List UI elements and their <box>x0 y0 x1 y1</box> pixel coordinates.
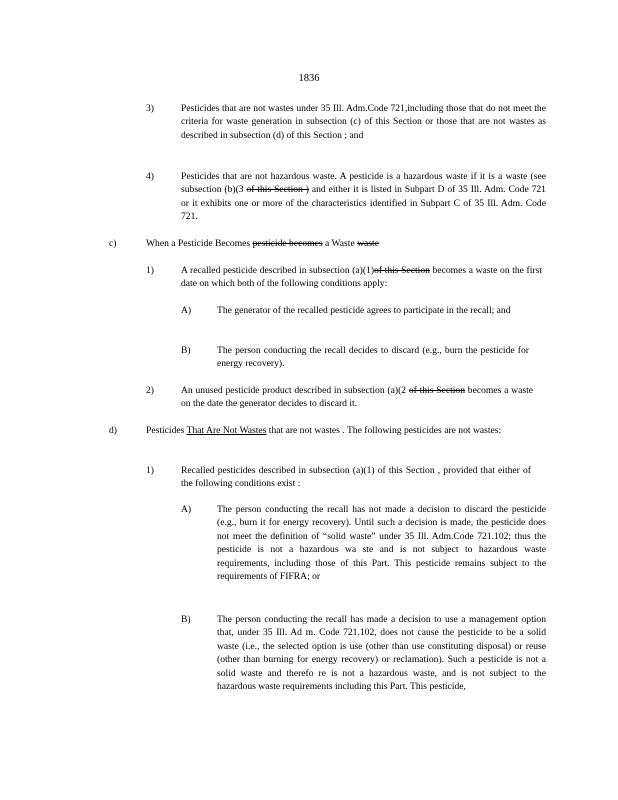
item-3-text: Pesticides that are not wastes under 35 Ill. Adm.Code 721,including those that do not meet the criteria for waste generation in subsection (c) of this Section or those that are not wastes as described in subsection (d) of this Section ; and <box>181 103 546 141</box>
subsection-d-text-part1: Pesticides <box>146 425 187 436</box>
subsection-c-text-part1: When a Pesticide Becomes <box>146 238 253 249</box>
subsection-d-text <box>146 424 546 437</box>
c2-text-part1: An unused pesticide product described in subsection (a)(2 <box>181 385 409 396</box>
c1-text-part2: becomes a waste on the first date on which both of the following conditions apply: <box>181 265 542 290</box>
subsection-d-inserted-text: That Are Not Wastes <box>186 425 267 436</box>
c2-label: 2) <box>146 385 154 396</box>
subsection-c-heading <box>146 237 546 250</box>
subsection-c-deleted-2: waste <box>357 238 379 249</box>
d1A-text: The person conducting the recall has not made a decision to discard the pesticide (e.g., burn it for energy recovery). Until such a decision is made, the pesticide does not meet the definition of “solid waste” under 35 Ill. Adm.Code 721.102; thus the pesticide is not a hazardous wa ste and is not subject to hazardous waste requirements, including those of this Part. This pesticide remains subject to the requirements of FIFRA; or <box>217 504 546 583</box>
c1-label: 1) <box>146 265 154 276</box>
c1-text-part1: A recalled pesticide described in subsection (a)(1) <box>181 265 375 276</box>
d1A-label: A) <box>181 504 192 515</box>
d1-text: Recalled pesticides described in subsection (a)(1) of this Section , provided that either of the following conditions exist : <box>181 465 531 490</box>
c1-deleted-text: of this Section <box>374 265 430 276</box>
item-4-deleted-text: of this Section ) <box>246 184 309 196</box>
c1A-text: The generator of the recalled pesticide agrees to participate in the recall; and <box>217 305 511 316</box>
c1-text <box>181 264 542 291</box>
d1B-label: B) <box>181 614 191 625</box>
c1B-text: The person conducting the recall decides to discard (e.g., burn the pesticide for energy recovery). <box>217 345 529 370</box>
subsection-d-label: d) <box>109 425 117 436</box>
page-number: 1836 <box>298 73 320 84</box>
subsection-c-label: c) <box>109 238 117 249</box>
item-4-text-part2: and either it is listed in Subpart D of 35 Ill. Adm. Code 721 or it exhibits one or more of the characteristics identified in Subpart C of 35 Ill. Adm. Code 721. <box>181 184 546 223</box>
d1-label: 1) <box>146 465 154 476</box>
c1B-label: B) <box>181 345 191 356</box>
subsection-d-text-part2: that are not wastes . The following pesticides are not wastes: <box>266 425 502 436</box>
c2-text-part2: becomes a waste on the date the generator decides to discard it. <box>181 385 533 410</box>
item-4-label: 4) <box>146 171 154 182</box>
c1A-label: A) <box>181 305 192 316</box>
d1B-text: The person conducting the recall has made a decision to use a management option that, under 35 Ill. Ad m. Code 721.102, does not cause the pesticide to be a solid waste (i.e., the selected option is use (other than use constituting disposal) or reuse (other than burning for energy recovery) or reclamation). Such a pesticide is not a solid waste and therefo re is not a hazardous waste, and is not subject to the hazardous waste requirements including this Part. This pesticide, <box>217 614 546 693</box>
subsection-c-text-part2: a Waste <box>322 238 358 249</box>
c2-text <box>181 384 533 411</box>
item-4-text-part1: Pesticides that are not hazardous waste. A pesticide is a hazardous waste if it is a waste (see subsection (b)(3 <box>181 171 546 196</box>
item-4-text <box>181 170 546 224</box>
c2-deleted-text: of this Section <box>408 385 466 396</box>
item-3-label: 3) <box>146 103 154 114</box>
subsection-c-deleted-1: pesticide becomes <box>252 238 323 249</box>
